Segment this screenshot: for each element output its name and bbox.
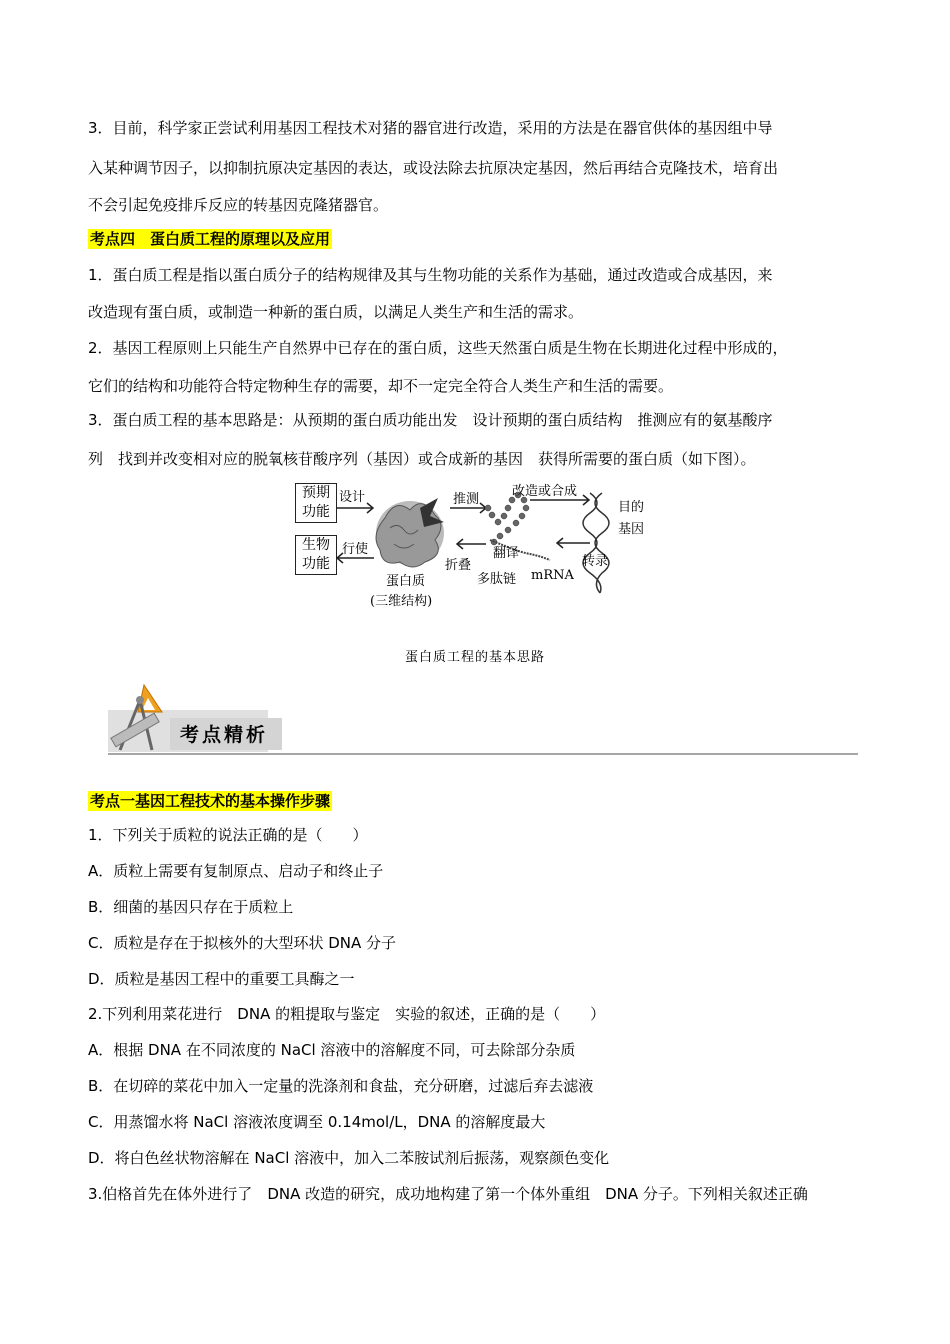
heading-highlight: 考点一基因工程技术的基本操作步骤 — [90, 792, 331, 810]
amino-acid-chain — [485, 492, 529, 545]
label-structure: (三维结构) — [370, 594, 433, 609]
question-1: 1．下列关于质粒的说法正确的是（ ） — [88, 826, 368, 844]
option-c: C．用蒸馏水将 NaCl 溶液浓度调至 0.14mol/L，DNA 的溶解度最大 — [88, 1113, 546, 1131]
paragraph-line: 1．蛋白质工程是指以蛋白质分子的结构规律及其与生物功能的关系作为基础，通过改造或合成基因，来 — [88, 266, 773, 284]
arrow-transcribe — [557, 538, 590, 548]
label-target: 目的 — [618, 500, 645, 515]
bio-function-box: 生物功能 — [295, 535, 337, 575]
expected-function-box: 预期功能 — [295, 483, 337, 523]
option-a: A．根据 DNA 在不同浓度的 NaCl 溶液中的溶解度不同，可去除部分杂质 — [88, 1041, 576, 1059]
paragraph-line: 改造现有蛋白质，或制造一种新的蛋白质，以满足人类生产和生活的需求。 — [88, 303, 584, 321]
option-b: B．在切碎的菜花中加入一定量的洗涤剂和食盐，充分研磨，过滤后弃去滤液 — [88, 1077, 594, 1095]
section-heading-1 — [88, 791, 880, 811]
label-mrna: mRNA — [531, 568, 574, 583]
label-perform: 行使 — [342, 542, 369, 557]
banner-title: 考点精析 — [180, 724, 269, 746]
figure-caption: 蛋白质工程的基本思路 — [404, 650, 545, 665]
protein-3d-icon — [376, 498, 444, 567]
section-heading-4 — [88, 229, 880, 249]
option-a: A．质粒上需要有复制原点、启动子和终止子 — [88, 862, 384, 880]
paragraph-line: 3．目前，科学家正尝试利用基因工程技术对猪的器官进行改造，采用的方法是在器官供体的基因组中导 — [88, 119, 773, 137]
paragraph-line: 它们的结构和功能符合特定物种生存的需要，却不一定完全符合人类生产和生活的需要。 — [88, 377, 674, 395]
paragraph-line: 列 找到并改变相对应的脱氧核苷酸序列（基因）或合成新的基因 获得所需要的蛋白质（如下图）。 — [88, 450, 756, 468]
option-d: D．质粒是基因工程中的重要工具酶之一 — [88, 970, 355, 988]
label-fold: 折叠 — [445, 558, 472, 573]
label-transcribe: 转录 — [582, 554, 609, 569]
heading-highlight: 考点四 蛋白质工程的原理以及应用 — [90, 230, 331, 248]
question-2: 2.下列利用菜花进行 DNA 的粗提取与鉴定 实验的叙述，正确的是（ ） — [88, 1005, 606, 1023]
protein-engineering-diagram — [290, 478, 660, 613]
paragraph-line: 不会引起免疫排斥反应的转基因克隆猪器官。 — [88, 196, 389, 214]
label-protein: 蛋白质 — [386, 574, 426, 589]
question-3: 3.伯格首先在体外进行了 DNA 改造的研究，成功地构建了第一个体外重组 DNA 分子。下列相关叙述正确 — [88, 1185, 808, 1203]
label-gene: 基因 — [618, 522, 645, 537]
label-modify: 改造或合成 — [512, 484, 578, 499]
option-b: B．细菌的基因只存在于质粒上 — [88, 898, 294, 916]
arrow-fold — [457, 539, 486, 549]
label-infer: 推测 — [453, 492, 480, 507]
paragraph-line: 2．基因工程原则上只能生产自然界中已存在的蛋白质，这些天然蛋白质是生物在长期进化过程中形成的， — [88, 339, 788, 357]
label-design: 设计 — [339, 490, 366, 505]
label-translate: 翻译 — [493, 546, 520, 561]
section-banner — [100, 680, 860, 760]
paragraph-line: 入某种调节因子，以抑制抗原决定基因的表达，或设法除去抗原决定基因，然后再结合克隆技术，培育出 — [88, 159, 779, 177]
label-peptide: 多肽链 — [477, 572, 517, 587]
option-d: D．将白色丝状物溶解在 NaCl 溶液中，加入二苯胺试剂后振荡，观察颜色变化 — [88, 1149, 610, 1167]
option-c: C．质粒是存在于拟核外的大型环状 DNA 分子 — [88, 934, 397, 952]
paragraph-line: 3．蛋白质工程的基本思路是：从预期的蛋白质功能出发 设计预期的蛋白质结构 推测应有的氨基酸序 — [88, 411, 773, 429]
